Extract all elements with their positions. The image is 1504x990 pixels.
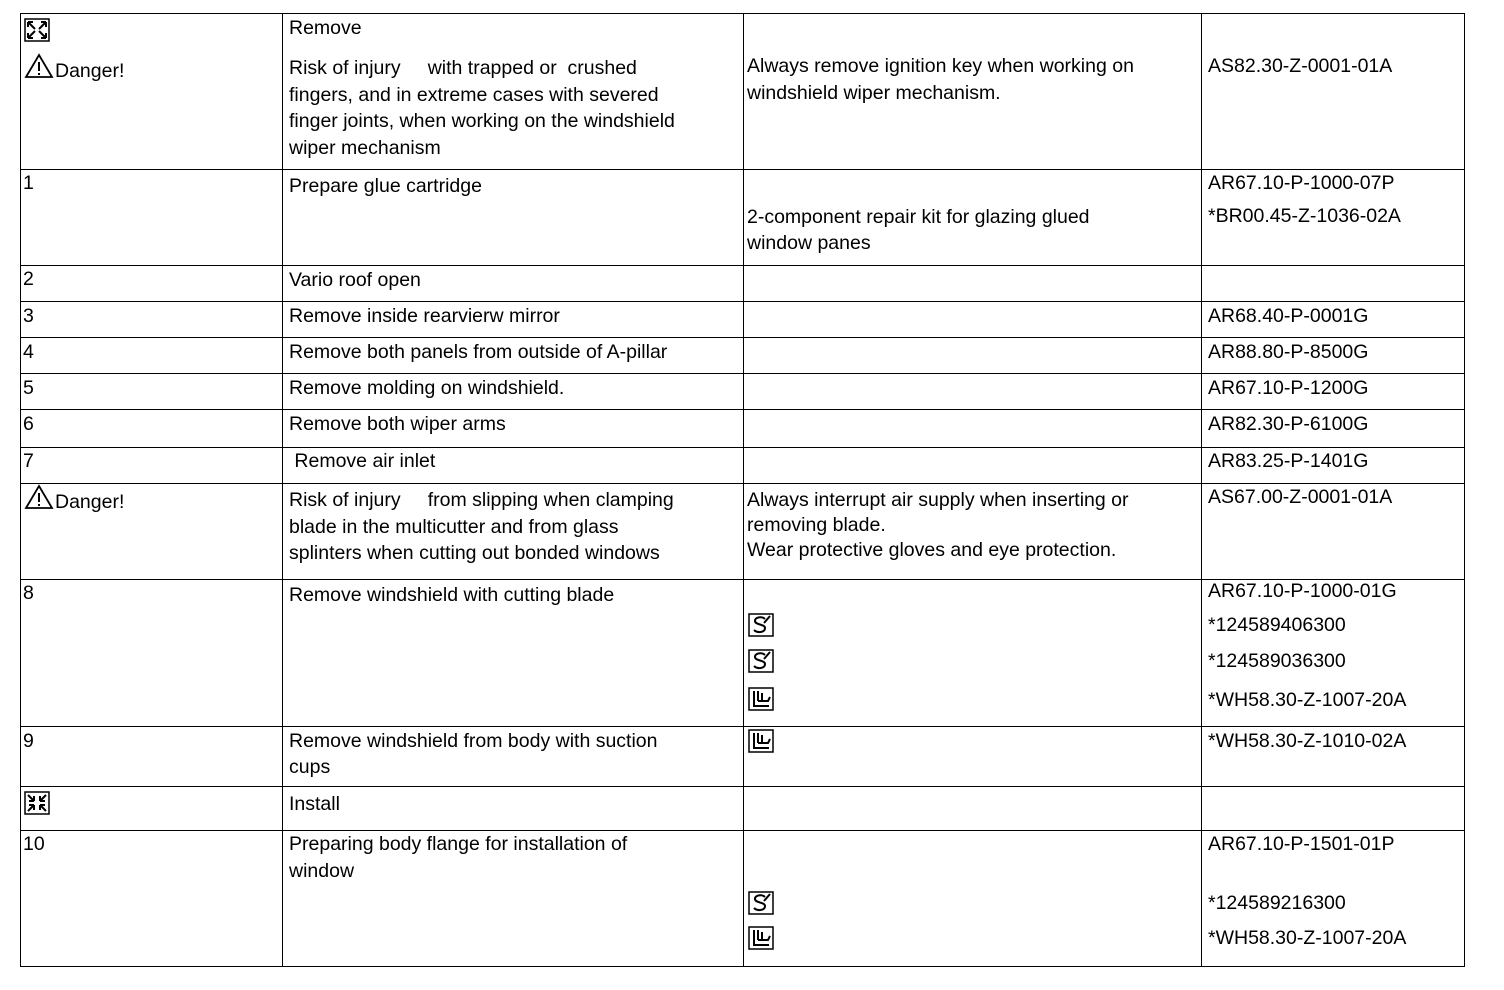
- step-number: 10: [23, 833, 45, 855]
- special-tool-icon[interactable]: [748, 649, 774, 673]
- step-number: 5: [23, 377, 34, 399]
- warning-triangle-icon: [24, 53, 54, 79]
- step-number: 4: [23, 341, 34, 363]
- remove-arrows-icon: [24, 18, 50, 42]
- section-title-remove: Remove: [289, 17, 362, 39]
- danger-label: Danger!: [55, 60, 125, 82]
- danger-row: [21, 483, 1464, 579]
- workshop-equipment-icon[interactable]: [748, 687, 774, 711]
- step-row-7: [21, 447, 1464, 483]
- reference-link[interactable]: AR67.10-P-1200G: [1208, 377, 1369, 399]
- reference-link[interactable]: *BR00.45-Z-1036-02A: [1208, 205, 1401, 227]
- step-text: Remove windshield from body with suction: [289, 730, 658, 752]
- reference-link[interactable]: *WH58.30-Z-1007-20A: [1208, 927, 1407, 949]
- step-row-8: [21, 579, 1464, 726]
- step-number: 9: [23, 730, 34, 752]
- note-text-line: 2-component repair kit for glazing glued: [747, 206, 1090, 228]
- measure-text-line: Wear protective gloves and eye protection.: [747, 539, 1117, 561]
- step-number: 7: [23, 450, 34, 472]
- risk-text-line: Risk of injury with trapped or crushed: [289, 57, 637, 79]
- measure-text-line: removing blade.: [747, 514, 886, 536]
- step-text: Preparing body flange for installation of: [289, 833, 628, 855]
- step-text: Remove both wiper arms: [289, 413, 506, 435]
- measure-text-line: windshield wiper mechanism.: [747, 82, 1001, 104]
- reference-link[interactable]: AR68.40-P-0001G: [1208, 305, 1369, 327]
- reference-link[interactable]: AS67.00-Z-0001-01A: [1208, 486, 1393, 508]
- step-text: window: [289, 860, 355, 882]
- step-text: Remove inside rearvierw mirror: [289, 305, 560, 327]
- section-title-install: Install: [289, 793, 340, 815]
- reference-link[interactable]: *124589406300: [1208, 614, 1346, 636]
- risk-text-line: finger joints, when working on the windshield: [289, 110, 675, 132]
- step-row-2: [21, 265, 1464, 301]
- risk-text-line: blade in the multicutter and from glass: [289, 516, 619, 538]
- special-tool-icon[interactable]: [748, 891, 774, 915]
- step-text: Remove windshield with cutting blade: [289, 584, 615, 606]
- step-text: Remove both panels from outside of A-pillar: [289, 341, 668, 363]
- reference-link[interactable]: *WH58.30-Z-1007-20A: [1208, 689, 1407, 711]
- note-text-line: window panes: [747, 232, 871, 254]
- measure-text-line: Always remove ignition key when working on: [747, 55, 1134, 77]
- reference-link[interactable]: AR83.25-P-1401G: [1208, 450, 1369, 472]
- special-tool-icon[interactable]: [748, 613, 774, 637]
- step-number: 3: [23, 305, 34, 327]
- reference-link[interactable]: AS82.30-Z-0001-01A: [1208, 55, 1393, 77]
- step-row-9: [21, 726, 1464, 786]
- workshop-equipment-icon[interactable]: [748, 729, 774, 753]
- step-text: cups: [289, 756, 331, 778]
- warning-triangle-icon: [24, 484, 54, 510]
- step-row-6: [21, 409, 1464, 447]
- step-text: Vario roof open: [289, 269, 421, 291]
- step-row-5: [21, 373, 1464, 409]
- step-row-4: [21, 337, 1464, 373]
- reference-link[interactable]: *124589216300: [1208, 892, 1346, 914]
- remove-danger-row: [21, 14, 1464, 169]
- install-arrows-icon: [24, 791, 50, 815]
- step-text: Remove molding on windshield.: [289, 377, 565, 399]
- step-row-3: [21, 301, 1464, 337]
- step-number: 6: [23, 413, 34, 435]
- measure-text-line: Always interrupt air supply when inserting or: [747, 489, 1129, 511]
- danger-label: Danger!: [55, 491, 125, 513]
- reference-link[interactable]: AR82.30-P-6100G: [1208, 413, 1369, 435]
- workshop-equipment-icon[interactable]: [748, 926, 774, 950]
- step-number: 8: [23, 582, 34, 604]
- repair-procedure-table: [20, 13, 1465, 967]
- reference-link[interactable]: AR67.10-P-1501-01P: [1208, 833, 1395, 855]
- reference-link[interactable]: *124589036300: [1208, 650, 1346, 672]
- risk-text-line: wiper mechanism: [289, 137, 441, 159]
- reference-link[interactable]: *WH58.30-Z-1010-02A: [1208, 730, 1407, 752]
- install-header-row: [21, 786, 1464, 830]
- risk-text-line: fingers, and in extreme cases with severed: [289, 84, 659, 106]
- reference-link[interactable]: AR67.10-P-1000-07P: [1208, 172, 1395, 194]
- reference-link[interactable]: AR88.80-P-8500G: [1208, 341, 1369, 363]
- step-number: 2: [23, 268, 34, 290]
- reference-link[interactable]: AR67.10-P-1000-01G: [1208, 580, 1397, 602]
- step-row-1: [21, 169, 1464, 265]
- risk-text-line: splinters when cutting out bonded windows: [289, 542, 660, 564]
- step-text: Prepare glue cartridge: [289, 175, 482, 197]
- risk-text-line: Risk of injury from slipping when clamping: [289, 489, 674, 511]
- step-text: Remove air inlet: [289, 450, 436, 472]
- step-number: 1: [23, 172, 34, 194]
- step-row-10: [21, 830, 1464, 967]
